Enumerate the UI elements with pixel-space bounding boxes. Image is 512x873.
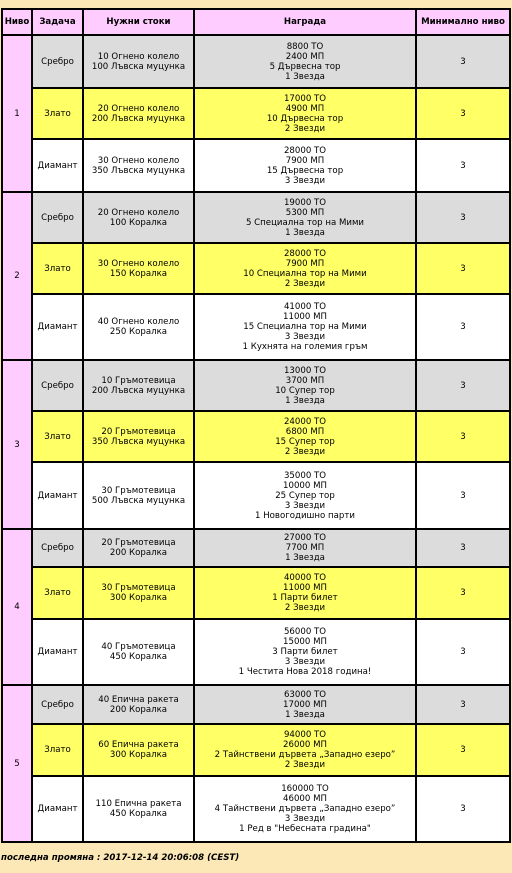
reward-cell: [194, 685, 416, 724]
needed-goods-line: 350 Лъвска муцунка: [91, 165, 186, 176]
needed-goods-line: 300 Коралка: [109, 593, 168, 603]
needed-goods-line: 450 Коралка: [109, 809, 168, 819]
reward-line: 19000 ТО: [283, 197, 327, 208]
reward-line: 1 Ред в "Небесната градина": [239, 824, 371, 834]
reward-line: 2 Звезди: [284, 446, 326, 457]
needed-goods-line: 10 Гръмотевица: [101, 375, 176, 386]
task-cell: Диамант: [32, 776, 83, 842]
table-row: [2, 243, 510, 294]
header-needed-goods: Нужни стоки: [83, 9, 194, 35]
reward-line: 10 Дървесна тор: [266, 113, 344, 124]
reward-line: 3700 МП: [285, 375, 325, 386]
min-level-cell: 3: [416, 360, 510, 411]
needed-goods-line: 30 Гръмотевица: [101, 583, 176, 593]
table-row: [2, 462, 510, 529]
reward-line: 3 Звезди: [284, 814, 326, 824]
needed-goods-cell: [83, 411, 194, 462]
min-level-cell: 3: [416, 724, 510, 776]
needed-goods-line: 60 Епична ракета: [98, 740, 179, 750]
reward-line: 11000 МП: [283, 312, 327, 322]
needed-goods-cell: [83, 35, 194, 88]
reward-line: 46000 МП: [283, 794, 327, 804]
reward-line: 1 Звезда: [285, 553, 325, 563]
min-level-cell: 3: [416, 685, 510, 724]
reward-line: 15000 МП: [283, 637, 327, 647]
reward-line: 26000 МП: [283, 740, 327, 750]
needed-goods-line: 350 Лъвска муцунка: [91, 436, 186, 447]
min-level-cell: 3: [416, 619, 510, 685]
rewards-table: [1, 8, 511, 843]
last-modified: последна промяна : 2017-12-14 20:06:08 (CEST): [1, 853, 240, 863]
reward-line: 11000 МП: [283, 583, 327, 593]
reward-line: 2 Звезди: [284, 278, 326, 289]
reward-line: 10 Супер тор: [275, 385, 335, 396]
task-cell: Злато: [32, 724, 83, 776]
reward-cell: [194, 35, 416, 88]
needed-goods-cell: [83, 685, 194, 724]
needed-goods-line: 150 Коралка: [109, 268, 168, 279]
needed-goods-line: 450 Коралка: [109, 652, 168, 662]
reward-line: 1 Звезда: [285, 709, 325, 720]
needed-goods-cell: [83, 192, 194, 243]
reward-line: 2 Звезди: [284, 603, 326, 613]
needed-goods-line: 30 Гръмотевица: [101, 485, 176, 496]
needed-goods-cell: [83, 567, 194, 619]
needed-goods-line: 40 Епична ракета: [98, 694, 179, 705]
header-task: Задача: [32, 9, 83, 35]
reward-line: 17000 ТО: [283, 93, 327, 104]
task-cell: Диамант: [32, 619, 83, 685]
reward-line: 28000 ТО: [283, 248, 327, 259]
level-cell: 2: [2, 192, 32, 360]
reward-cell: [194, 529, 416, 567]
reward-line: 7900 МП: [285, 155, 325, 166]
reward-line: 1 Звезда: [285, 71, 325, 82]
task-cell: Сребро: [32, 35, 83, 88]
level-cell: 4: [2, 529, 32, 685]
table-row: [2, 88, 510, 139]
reward-line: 25 Супер тор: [275, 490, 335, 501]
reward-cell: [194, 360, 416, 411]
reward-cell: [194, 462, 416, 529]
needed-goods-line: 200 Лъвска муцунка: [91, 385, 186, 396]
reward-line: 160000 ТО: [281, 784, 329, 794]
reward-line: 1 Парти билет: [272, 593, 338, 603]
reward-line: 63000 ТО: [283, 689, 327, 700]
table-row: [2, 35, 510, 88]
reward-cell: [194, 139, 416, 192]
reward-line: 10000 МП: [283, 480, 327, 491]
reward-line: 1 Новогодишно парти: [255, 510, 355, 521]
task-cell: Сребро: [32, 192, 83, 243]
min-level-cell: 3: [416, 35, 510, 88]
reward-line: 15 Дървесна тор: [266, 165, 344, 176]
level-cell: 1: [2, 35, 32, 192]
reward-line: 5 Специална тор на Мими: [245, 217, 365, 228]
needed-goods-line: 40 Огнено колело: [97, 317, 180, 327]
task-cell: Диамант: [32, 294, 83, 360]
reward-line: 4900 МП: [285, 103, 325, 114]
reward-line: 1 Кухнята на големия гръм: [242, 342, 368, 352]
reward-line: 15 Специална тор на Мими: [243, 322, 367, 332]
reward-line: 17000 МП: [283, 699, 327, 710]
needed-goods-line: 100 Лъвска муцунка: [91, 61, 186, 72]
reward-line: 6800 МП: [285, 426, 325, 437]
needed-goods-line: 100 Коралка: [109, 217, 168, 228]
needed-goods-line: 250 Коралка: [109, 327, 168, 337]
needed-goods-line: 200 Коралка: [109, 704, 168, 715]
reward-cell: [194, 619, 416, 685]
table-row: [2, 411, 510, 462]
needed-goods-cell: [83, 776, 194, 842]
needed-goods-line: 200 Коралка: [109, 548, 168, 558]
reward-line: 8800 ТО: [286, 41, 324, 52]
reward-line: 4 Тайнствени дървета „Западно езеро”: [214, 804, 396, 814]
min-level-cell: 3: [416, 192, 510, 243]
reward-cell: [194, 192, 416, 243]
reward-line: 3 Парти билет: [272, 647, 338, 657]
table-body: [2, 35, 510, 842]
needed-goods-cell: [83, 529, 194, 567]
reward-line: 3 Звезди: [284, 332, 326, 342]
needed-goods-line: 20 Гръмотевица: [101, 538, 176, 548]
task-cell: Злато: [32, 567, 83, 619]
reward-line: 1 Честита Нова 2018 година!: [238, 667, 372, 677]
reward-line: 15 Супер тор: [275, 436, 335, 447]
reward-line: 2 Звезди: [284, 123, 326, 134]
needed-goods-cell: [83, 619, 194, 685]
needed-goods-line: 40 Гръмотевица: [101, 642, 176, 652]
table-row: [2, 567, 510, 619]
reward-cell: [194, 724, 416, 776]
table-row: [2, 360, 510, 411]
reward-line: 5300 МП: [285, 207, 325, 218]
reward-line: 2 Звезди: [284, 760, 326, 770]
reward-cell: [194, 411, 416, 462]
task-cell: Диамант: [32, 139, 83, 192]
needed-goods-cell: [83, 462, 194, 529]
table-header-row: [2, 9, 510, 35]
reward-line: 94000 ТО: [283, 730, 327, 740]
min-level-cell: 3: [416, 529, 510, 567]
header-min-level: Минимално ниво: [416, 9, 510, 35]
needed-goods-line: 30 Огнено колело: [97, 258, 180, 269]
table-row: [2, 724, 510, 776]
table-row: [2, 619, 510, 685]
needed-goods-line: 200 Лъвска муцунка: [91, 113, 186, 124]
header-level: Ниво: [2, 9, 32, 35]
min-level-cell: 3: [416, 139, 510, 192]
reward-line: 2400 МП: [285, 51, 325, 62]
min-level-cell: 3: [416, 462, 510, 529]
reward-line: 3 Звезди: [284, 657, 326, 667]
table-row: [2, 685, 510, 724]
table-row: [2, 139, 510, 192]
min-level-cell: 3: [416, 88, 510, 139]
reward-line: 3 Звезди: [284, 175, 326, 186]
needed-goods-line: 20 Огнено колело: [97, 103, 180, 114]
task-cell: Злато: [32, 411, 83, 462]
needed-goods-line: 10 Огнено колело: [97, 51, 180, 62]
reward-line: 28000 ТО: [283, 145, 327, 156]
level-cell: 5: [2, 685, 32, 842]
reward-line: 40000 ТО: [283, 573, 327, 583]
reward-cell: [194, 567, 416, 619]
reward-cell: [194, 88, 416, 139]
reward-line: 56000 ТО: [283, 627, 327, 637]
reward-line: 41000 ТО: [283, 302, 327, 312]
reward-line: 7700 МП: [285, 543, 325, 553]
needed-goods-line: 500 Лъвска муцунка: [91, 495, 186, 506]
reward-line: 10 Специална тор на Мими: [243, 268, 367, 279]
table-row: [2, 294, 510, 360]
reward-line: 35000 ТО: [283, 470, 327, 481]
reward-line: 2 Тайнствени дървета „Западно езеро”: [214, 750, 396, 760]
min-level-cell: 3: [416, 243, 510, 294]
needed-goods-line: 300 Коралка: [109, 750, 168, 760]
table-row: [2, 529, 510, 567]
table-row: [2, 192, 510, 243]
table-row: [2, 776, 510, 842]
task-cell: Диамант: [32, 462, 83, 529]
reward-line: 1 Звезда: [285, 227, 325, 238]
reward-cell: [194, 294, 416, 360]
task-cell: Злато: [32, 243, 83, 294]
reward-line: 3 Звезди: [284, 500, 326, 511]
needed-goods-cell: [83, 724, 194, 776]
reward-line: 13000 ТО: [283, 365, 327, 376]
min-level-cell: 3: [416, 294, 510, 360]
needed-goods-cell: [83, 243, 194, 294]
level-cell: 3: [2, 360, 32, 529]
header-reward: Награда: [194, 9, 416, 35]
reward-line: 7900 МП: [285, 258, 325, 269]
reward-line: 24000 ТО: [283, 416, 327, 427]
needed-goods-cell: [83, 360, 194, 411]
task-cell: Сребро: [32, 529, 83, 567]
needed-goods-cell: [83, 139, 194, 192]
needed-goods-line: 30 Огнено колело: [97, 155, 180, 166]
reward-line: 1 Звезда: [285, 395, 325, 406]
reward-cell: [194, 243, 416, 294]
needed-goods-cell: [83, 294, 194, 360]
needed-goods-line: 20 Гръмотевица: [101, 426, 176, 437]
min-level-cell: 3: [416, 567, 510, 619]
task-cell: Сребро: [32, 685, 83, 724]
needed-goods-line: 110 Епична ракета: [95, 799, 182, 809]
min-level-cell: 3: [416, 776, 510, 842]
reward-line: 5 Дървесна тор: [269, 61, 341, 72]
task-cell: Злато: [32, 88, 83, 139]
reward-cell: [194, 776, 416, 842]
needed-goods-line: 20 Огнено колело: [97, 207, 180, 218]
min-level-cell: 3: [416, 411, 510, 462]
reward-line: 27000 ТО: [283, 533, 327, 543]
task-cell: Сребро: [32, 360, 83, 411]
needed-goods-cell: [83, 88, 194, 139]
